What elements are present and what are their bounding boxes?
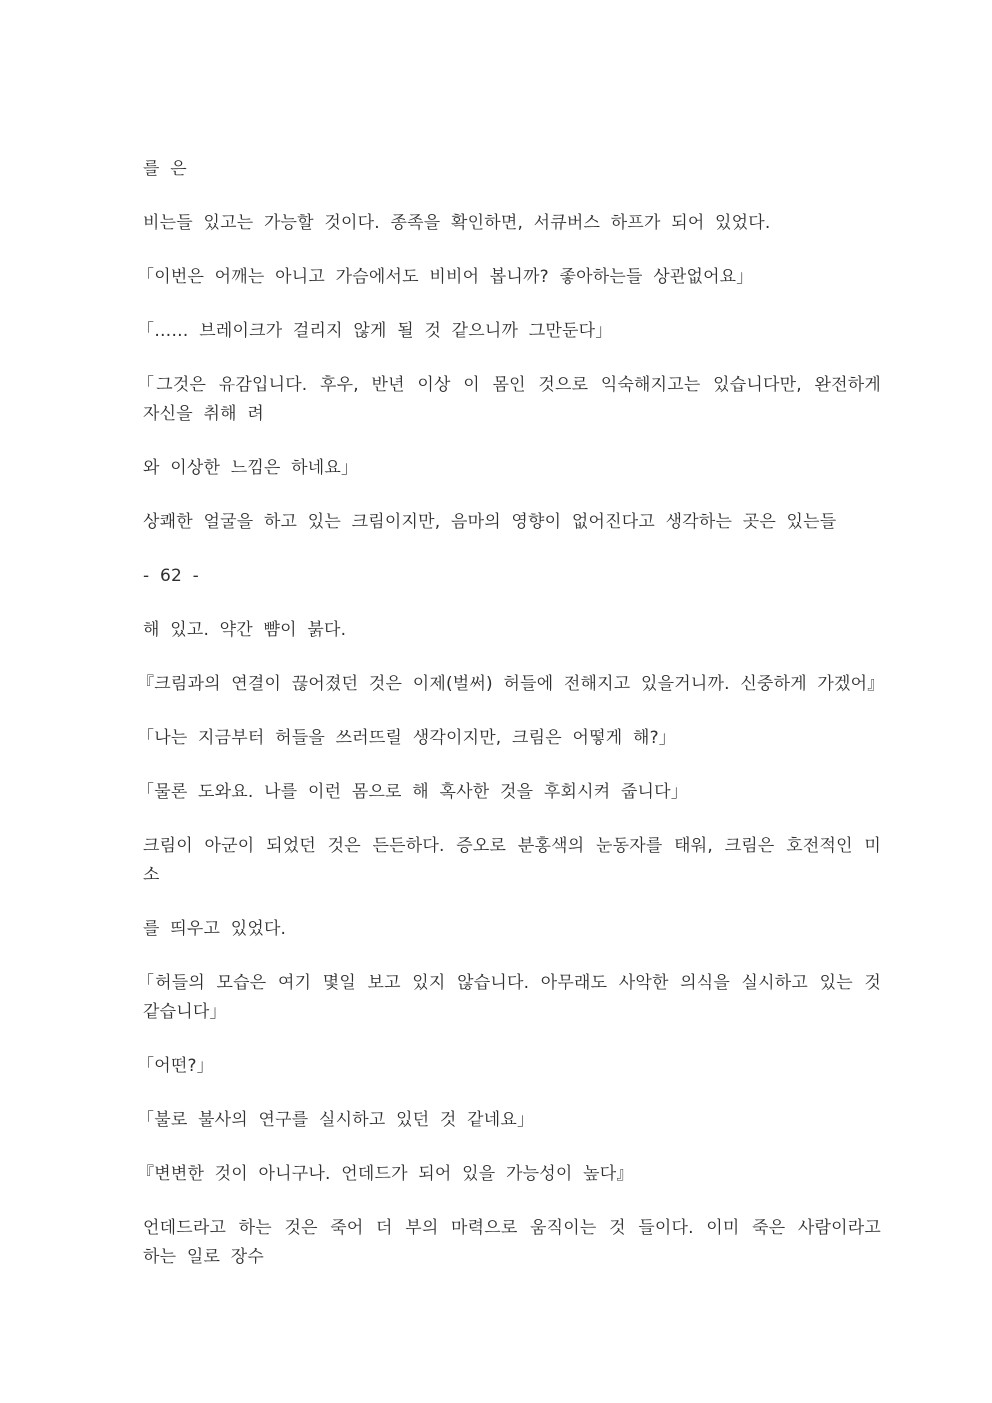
paragraph: 상쾌한 얼굴을 하고 있는 크림이지만, 음마의 영향이 없어진다고 생각하는 곳은 있는들 [143, 512, 837, 532]
dialogue-paragraph: 『변변한 것이 아니구나. 언데드가 되어 있을 가능성이 높다』 [137, 1164, 634, 1184]
dialogue-paragraph: 「그것은 유감입니다. 후우, 반년 이상 이 몸인 것으로 익숙해지고는 있습니다만, 완전하게 자신을 취해 려 [137, 375, 881, 424]
dialogue-paragraph: 「물론 도와요. 나를 이런 몸으로 해 혹사한 것을 후회시켜 줍니다」 [137, 782, 688, 802]
paragraph: 비는들 있고는 가능할 것이다. 종족을 확인하면, 서큐버스 하프가 되어 있었다. [143, 213, 771, 233]
dialogue-paragraph: 「불로 불사의 연구를 실시하고 있던 것 같네요」 [137, 1110, 535, 1130]
dialogue-paragraph: 「나는 지금부터 허들을 쓰러뜨릴 생각이지만, 크림은 어떻게 해?」 [137, 728, 677, 748]
paragraph: 를 은 [143, 159, 187, 179]
paragraph: 해 있고. 약간 뺨이 붉다. [143, 620, 347, 640]
dialogue-paragraph: 「허들의 모습은 여기 몇일 보고 있지 않습니다. 아무래도 사악한 의식을 실시하고 있는 것 같습니다」 [137, 973, 881, 1022]
dialogue-paragraph: 『크림과의 연결이 끊어졌던 것은 이제(벌써) 허들에 전해지고 있을거니까. 신중하게 가겠어』 [137, 674, 885, 694]
paragraph: 크림이 아군이 되었던 것은 든든하다. 증오로 분홍색의 눈동자를 태워, 크림은 호전적인 미소 [143, 836, 881, 885]
paragraph: 언데드라고 하는 것은 죽어 더 부의 마력으로 움직이는 것 들이다. 이미 죽은 사람이라고 하는 일로 장수 [143, 1218, 881, 1267]
page-number: - 62 - [143, 566, 199, 586]
paragraph-continuation: 를 띄우고 있었다. [143, 919, 287, 939]
dialogue-paragraph-continuation: 와 이상한 느낌은 하네요」 [143, 458, 359, 478]
dialogue-paragraph: 「이번은 어깨는 아니고 가슴에서도 비비어 봅니까? 좋아하는들 상관없어요」 [137, 267, 754, 287]
dialogue-paragraph: 「어떤?」 [137, 1056, 214, 1076]
dialogue-paragraph: 「…… 브레이크가 걸리지 않게 될 것 같으니까 그만둔다」 [137, 321, 613, 341]
